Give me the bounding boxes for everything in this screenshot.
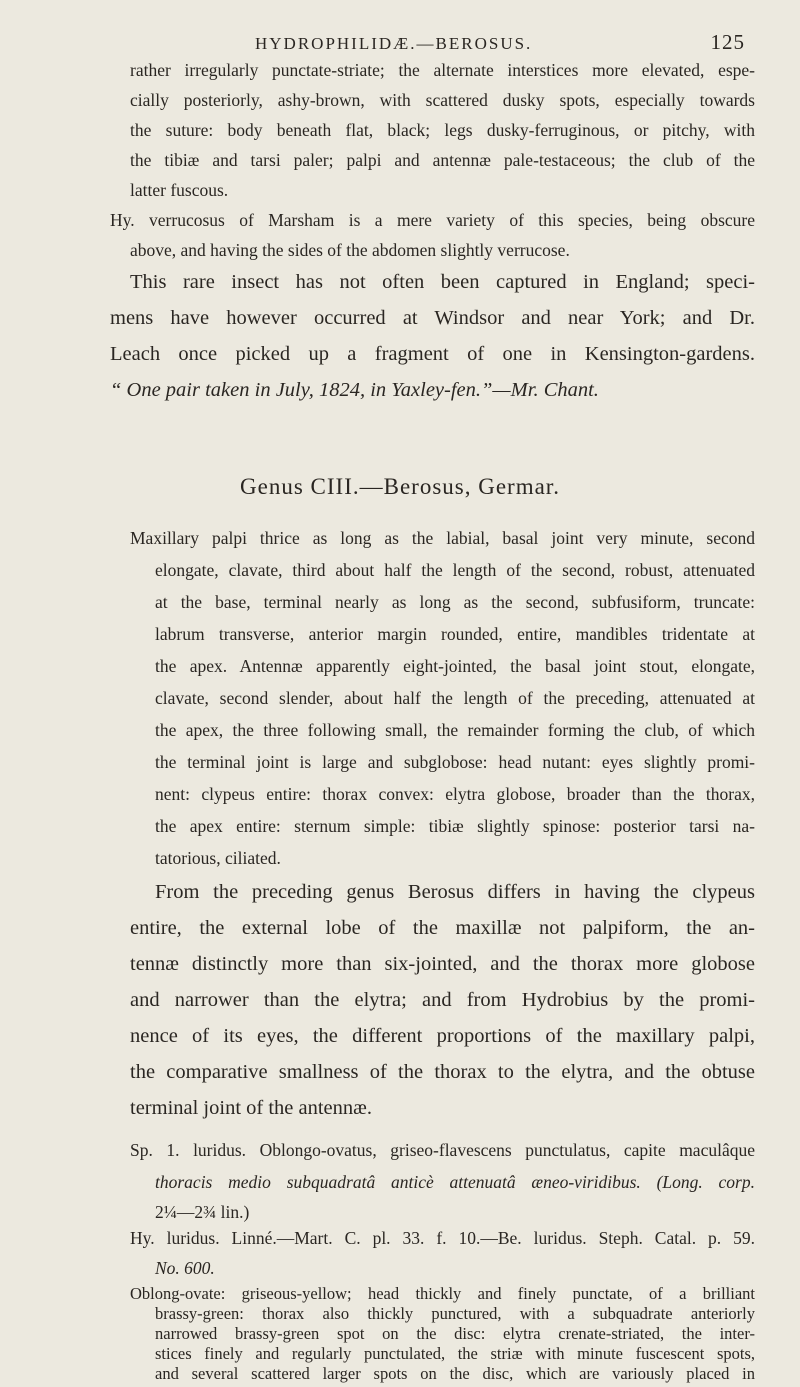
text-line: Oblong-ovate: griseous-yellow; head thickly and finely punctate, of a brilliant [130,1284,755,1303]
text-line: “ One pair taken in July, 1824, in Yaxley-fen.”—Mr. Chant. [110,379,599,401]
text-line: the tibiæ and tarsi paler; palpi and antennæ pale-testaceous; the club of the [130,150,755,170]
running-header [255,30,745,55]
text-line: rather irregularly punctate-striate; the alternate interstices more elevated, espe- [130,60,755,80]
text-line: mens have however occurred at Windsor and near York; and Dr. [110,307,755,329]
page-number: 125 [710,30,745,54]
text-line: and several scattered larger spots on the disc, which are variously placed in [155,1364,755,1383]
running-title: HYDROPHILIDÆ.—BEROSUS. [255,34,533,53]
text-line: tatorious, ciliated. [155,848,281,868]
text-line: the apex, the three following small, the remainder forming the club, of which [155,720,755,740]
text-line: nence of its eyes, the different proportions of the maxillary palpi, [130,1025,755,1047]
text-line: labrum transverse, anterior margin rounded, entire, mandibles tridentate at [155,624,755,644]
text-line: the terminal joint is large and subglobose: head nutant: eyes slightly promi- [155,752,755,772]
text-line: the apex. Antennæ apparently eight-jointed, the basal joint stout, elongate, [155,656,755,676]
text-line: tennæ distinctly more than six-jointed, and the thorax more globose [130,953,755,975]
text-line: and narrower than the elytra; and from Hydrobius by the promi- [130,989,755,1011]
text-line: thoracis medio subquadratâ anticè attenuatâ æneo-viridibus. (Long. corp. [155,1172,755,1192]
text-line: 2¼—2¾ lin.) [155,1202,250,1222]
text-line: stices finely and regularly punctulated, the striæ with minute fuscescent spots, [155,1344,755,1363]
text-line: the apex entire: sternum simple: tibiæ slightly spinose: posterior tarsi na- [155,816,755,836]
text-line: nent: clypeus entire: thorax convex: elytra globose, broader than the thorax, [155,784,755,804]
text-line: Leach once picked up a fragment of one in Kensington-gardens. [110,343,755,365]
text-line: brassy-green: thorax also thickly punctured, with a subquadrate anteriorly [155,1304,755,1323]
text-line: This rare insect has not often been captured in England; speci- [130,271,755,293]
text-line: No. 600. [155,1258,215,1278]
text-line: narrowed brassy-green spot on the disc: elytra crenate-striated, the inter- [155,1324,755,1343]
text-line: the suture: body beneath flat, black; legs dusky-ferruginous, or pitchy, with [130,120,755,140]
text-line: the comparative smallness of the thorax to the elytra, and the obtuse [130,1061,755,1083]
genus-heading: Genus CIII.—Berosus, Germar. [240,474,560,499]
synonymy-line: Hy. luridus. Linné.—Mart. C. pl. 33. f. 10.—Be. luridus. Steph. Catal. p. 59. [130,1228,755,1248]
text-line: terminal joint of the antennæ. [130,1097,372,1119]
text-line: clavate, second slender, about half the length of the preceding, attenuated at [155,688,755,708]
species-diagnosis: Sp. 1. luridus. Oblongo-ovatus, griseo-flavescens punctulatus, capite maculâque [130,1140,755,1160]
text-line: From the preceding genus Berosus differs in having the clypeus [155,881,755,903]
text-line: Maxillary palpi thrice as long as the labial, basal joint very minute, second [130,528,755,548]
text-line: Hy. verrucosus of Marsham is a mere variety of this species, being obscure [110,210,755,230]
text-line: entire, the external lobe of the maxillæ not palpiform, the an- [130,917,755,939]
text-line: cially posteriorly, ashy-brown, with scattered dusky spots, especially towards [130,90,755,110]
text-line: above, and having the sides of the abdomen slightly verrucose. [130,240,570,260]
text-line: latter fuscous. [130,180,229,200]
text-line: at the base, terminal nearly as long as the second, subfusiform, truncate: [155,592,755,612]
text-line: elongate, clavate, third about half the length of the second, robust, attenuated [155,560,755,580]
